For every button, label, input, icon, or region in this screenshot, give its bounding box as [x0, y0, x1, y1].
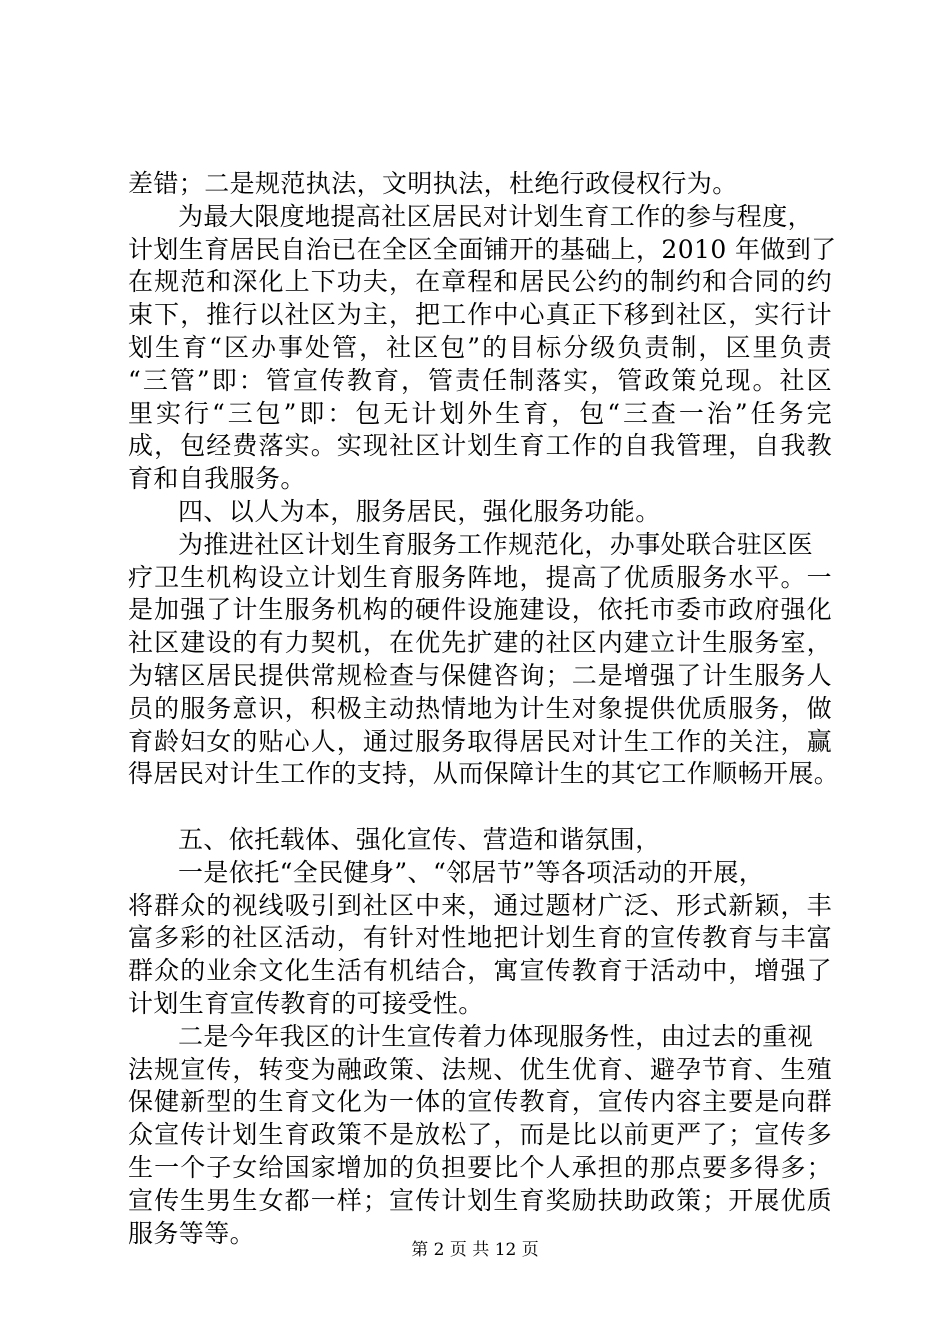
text-line: “三管”即：管宣传教育，管责任制落实，管政策兑现。社区	[128, 365, 832, 395]
text-line: 里实行“三包”即：包无计划外生育，包“三查一治”任务完	[128, 398, 832, 428]
text-line: 差错；二是规范执法，文明执法，杜绝行政侵权行为。	[128, 169, 738, 198]
text-line: 是加强了计生服务机构的硬件设施建设，依托市委市政府强化	[128, 595, 832, 625]
paragraph-gap	[128, 791, 832, 824]
text-line: 在规范和深化上下功夫，在章程和居民公约的制约和合同的约	[128, 267, 832, 297]
text-line: 育和自我服务。	[128, 464, 306, 494]
text-line: 疗卫生机构设立计划生育服务阵地，提高了优质服务水平。一	[128, 562, 832, 592]
paragraph-start-line: 为推进社区计划生育服务工作规范化，办事处联合驻区医	[178, 529, 814, 559]
section-heading-5: 五、依托载体、强化宣传、营造和谐氛围，	[178, 824, 661, 854]
text-line: 社区建设的有力契机，在优先扩建的社区内建立计生服务室，	[128, 628, 832, 658]
text-line: 宣传生男生女都一样；宣传计划生育奖励扶助政策；开展优质	[128, 1185, 832, 1215]
text-line: 育龄妇女的贴心人，通过服务取得居民对计生工作的关注，赢	[128, 726, 832, 756]
text-line: 将群众的视线吸引到社区中来，通过题材广泛、形式新颖，丰	[128, 890, 832, 920]
paragraph-start-line: 二是今年我区的计生宣传着力体现服务性，由过去的重视	[178, 1021, 814, 1051]
text-line: 众宣传计划生育政策不是放松了，而是比以前更严了；宣传多	[128, 1120, 832, 1150]
text-line: 员的服务意识，积极主动热情地为计生对象提供优质服务，做	[128, 693, 832, 723]
text-line: 富多彩的社区活动，有针对性地把计划生育的宣传教育与丰富	[128, 923, 832, 953]
text-line: 群众的业余文化生活有机结合，寓宣传教育于活动中，增强了	[128, 956, 832, 986]
page-number-footer: 第 2 页 共 12 页	[411, 1240, 539, 1260]
paragraph-start-line: 一是依托“全民健身”、“邻居节”等各项活动的开展，	[178, 857, 765, 887]
text-line: 得居民对计生工作的支持，从而保障计生的其它工作顺畅开展。	[128, 759, 840, 789]
text-line: 计划生育宣传教育的可接受性。	[128, 988, 484, 1018]
text-line: 服务等等。	[128, 1218, 256, 1248]
document-body	[128, 168, 840, 1250]
text-line: 成，包经费落实。实现社区计划生育工作的自我管理，自我教	[128, 431, 832, 461]
text-line: 为辖区居民提供常规检查与保健咨询；二是增强了计生服务人	[128, 660, 832, 690]
text-line: 法规宣传，转变为融政策、法规、优生优育、避孕节育、生殖	[128, 1054, 832, 1084]
text-line: 生一个子女给国家增加的负担要比个人承担的那点要多得多；	[128, 1152, 832, 1182]
paragraph-start-line: 为最大限度地提高社区居民对计划生育工作的参与程度，	[178, 201, 814, 231]
text-line: 保健新型的生育文化为一体的宣传教育，宣传内容主要是向群	[128, 1087, 832, 1117]
text-line: 划生育“区办事处管，社区包”的目标分级负责制，区里负责	[128, 332, 832, 362]
text-line: 计划生育居民自治已在全区全面铺开的基础上，2010 年做到了	[128, 234, 837, 264]
section-heading-4: 四、以人为本，服务居民，强化服务功能。	[178, 496, 661, 526]
text-line: 束下，推行以社区为主，把工作中心真正下移到社区，实行计	[128, 300, 832, 330]
